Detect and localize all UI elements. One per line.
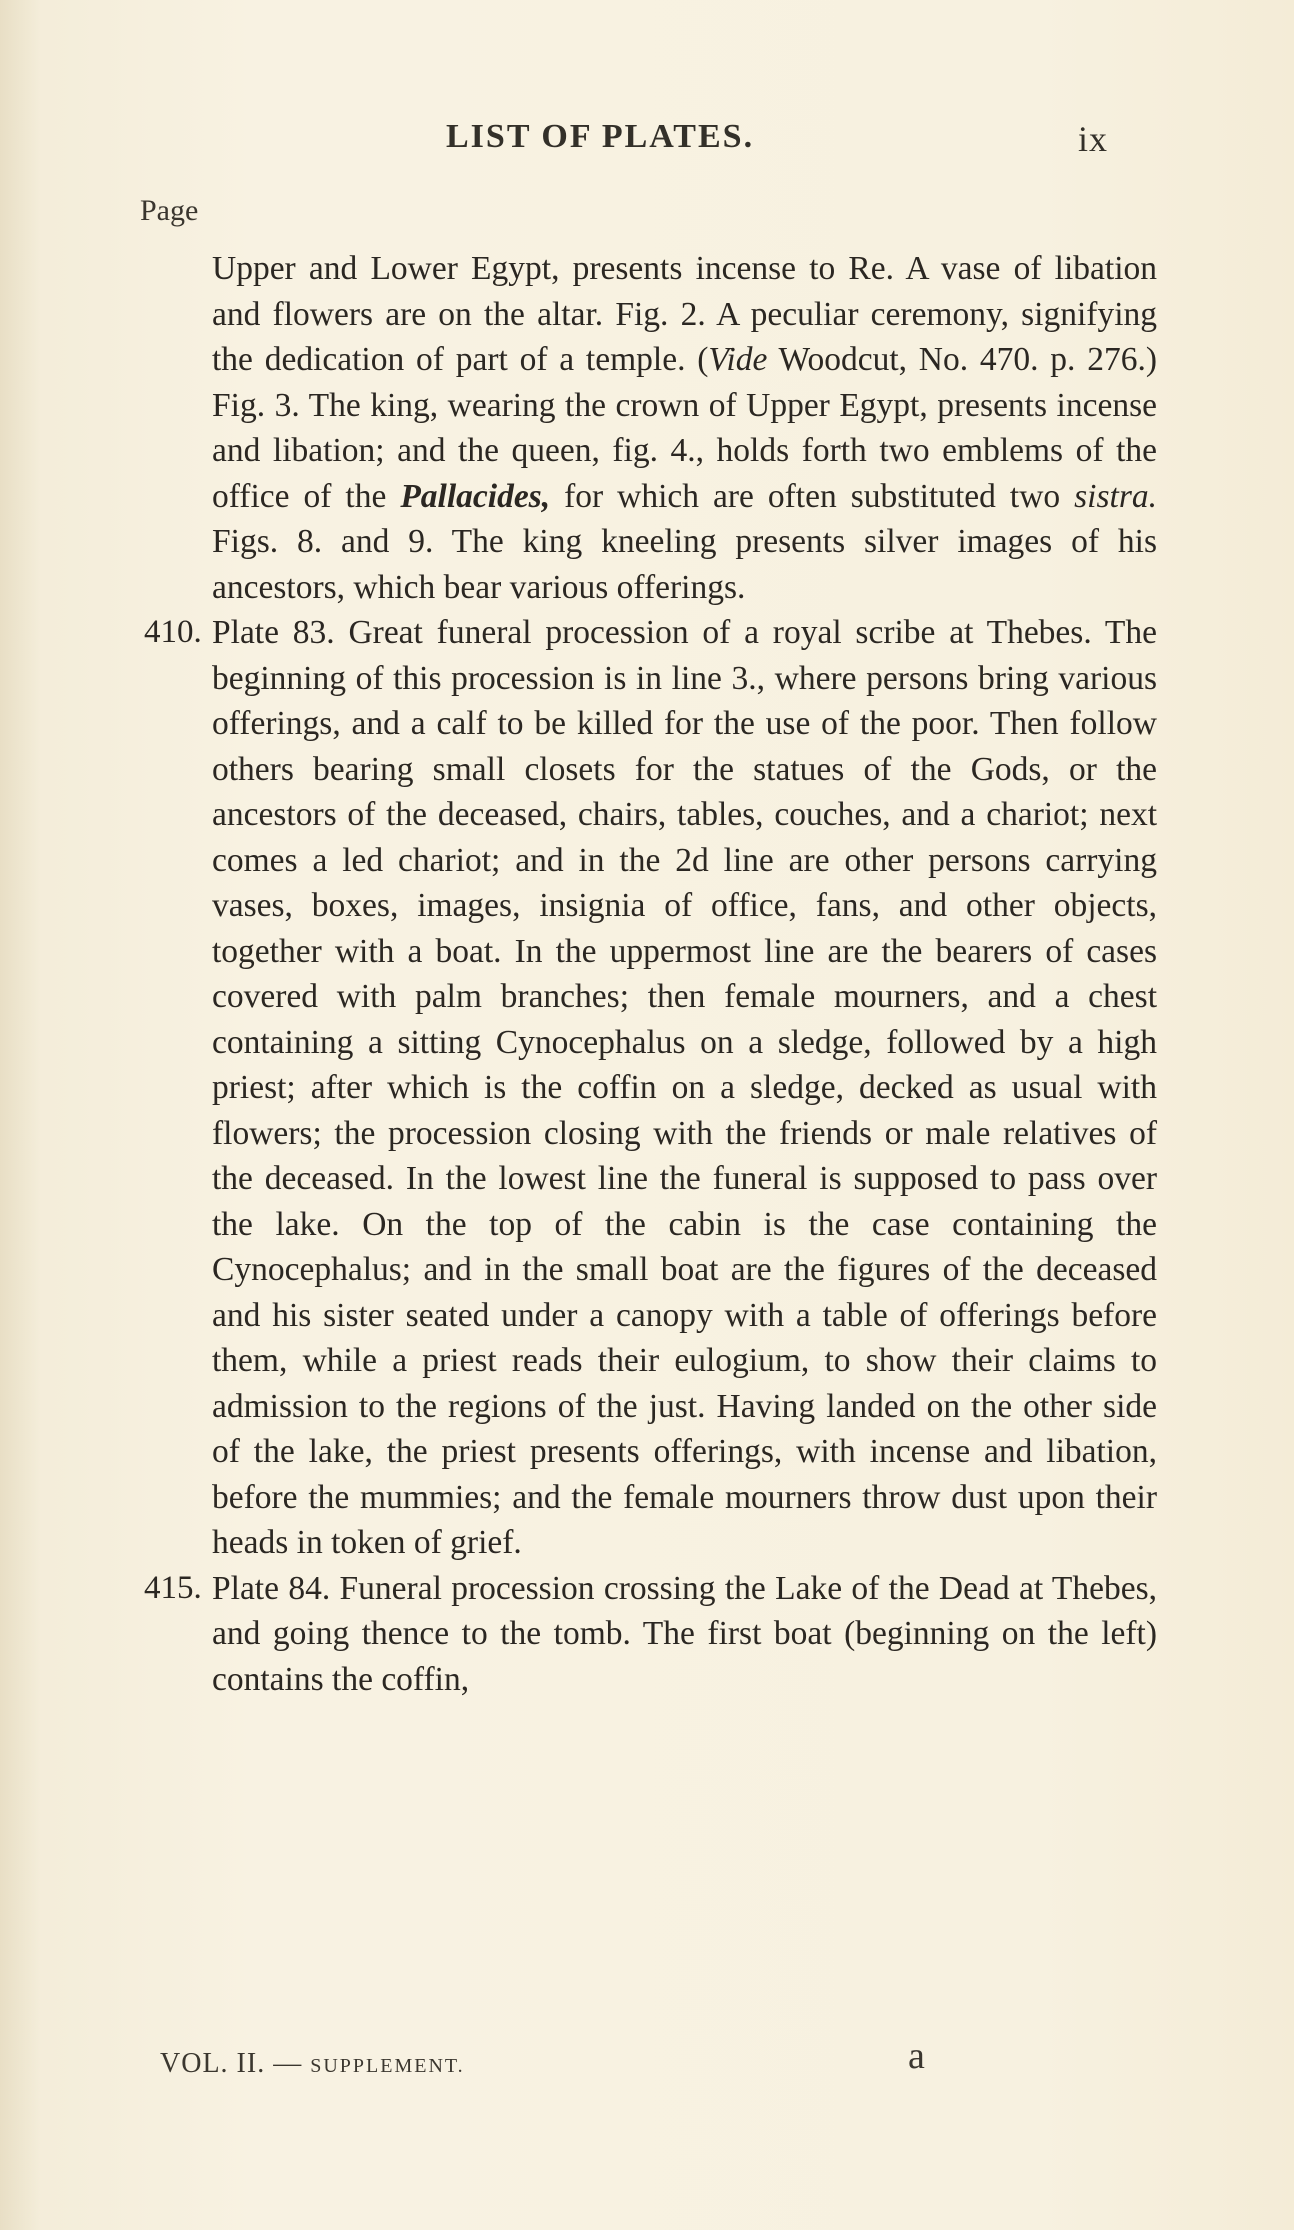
entry-number: 410.	[144, 614, 202, 650]
page-number: ix	[1078, 119, 1109, 159]
text-run: Figs. 8. and 9. The king kneeling presents silver images of his ancestors, which bear various offerings.	[212, 523, 1157, 606]
text-run: Upper and Lower Egypt, presents incense to Re. A vase of libation and flowers are on the altar. Fig. 2. A peculiar ceremony, signifying the dedication of part of a temple. (	[212, 250, 1157, 378]
text-run: Woodcut, No. 470. p. 276.) Fig. 3. The king, wearing the crown of Upper Egypt, presents incense and libation; and the queen, fig. 4., holds forth two emblems of the office of the	[212, 341, 1157, 515]
entry-text: Plate 83. Great funeral procession of a royal scribe at Thebes. The beginning of this procession is in line 3., where persons bring various offerings, and a calf to be killed for the use of the poor. Then follow others bearing small closets for the statues of the Gods, or the ancestors of the deceased, chairs, tables, couches, and a chariot; next comes a led chariot; and in the 2d line are other persons carrying vases, boxes, images, insignia of office, fans, and other objects, together with a boat. In the uppermost line are the bearers of cases covered with palm branches; then female mourners, and a chest containing a sitting Cynocephalus on a sledge, followed by a high priest; after which is the coffin on a sledge, decked as usual with flowers; the procession closing with the friends or male relatives of the deceased. In the lowest line the funeral is supposed to pass over the lake. On the top of the cabin is the case containing the Cynocephalus; and in the small boat are the figures of the deceased and his sister seated under a canopy with a table of offerings before them, while a priest reads their eulogium, to show their claims to admission to the regions of the just. Having landed on the other side of the lake, the priest presents offerings, with incense and libation, before the mummies; and the female mourners throw dust upon their heads in token of grief.	[212, 614, 1157, 1561]
footer-supplement-label: SUPPLEMENT.	[310, 2055, 465, 2077]
italic-sistra: sistra.	[1074, 477, 1157, 515]
page-edge-shadow	[0, 0, 40, 2230]
continued-paragraph	[212, 246, 1157, 610]
signature-mark: a	[908, 2035, 925, 2077]
entry-415	[144, 1566, 1157, 1703]
italic-pallacides: Pallacides,	[400, 477, 551, 515]
running-head: LIST OF PLATES.	[446, 118, 755, 155]
entry-number: 415.	[144, 1569, 202, 1606]
page-column-label: Page	[140, 194, 199, 227]
entry-text: Plate 84. Funeral procession crossing the Lake of the Dead at Thebes, and going thence to the tomb. The first boat (beginning on the left) contains the coffin,	[212, 1569, 1157, 1698]
entry-410	[144, 610, 1157, 1566]
body-text	[144, 246, 1157, 1702]
text-run: for which are often substituted two	[550, 477, 1075, 515]
footer-volume	[160, 2048, 465, 2080]
footer-volume-label: VOL. II. —	[160, 2048, 311, 2079]
italic-vide: Vide	[708, 341, 768, 378]
